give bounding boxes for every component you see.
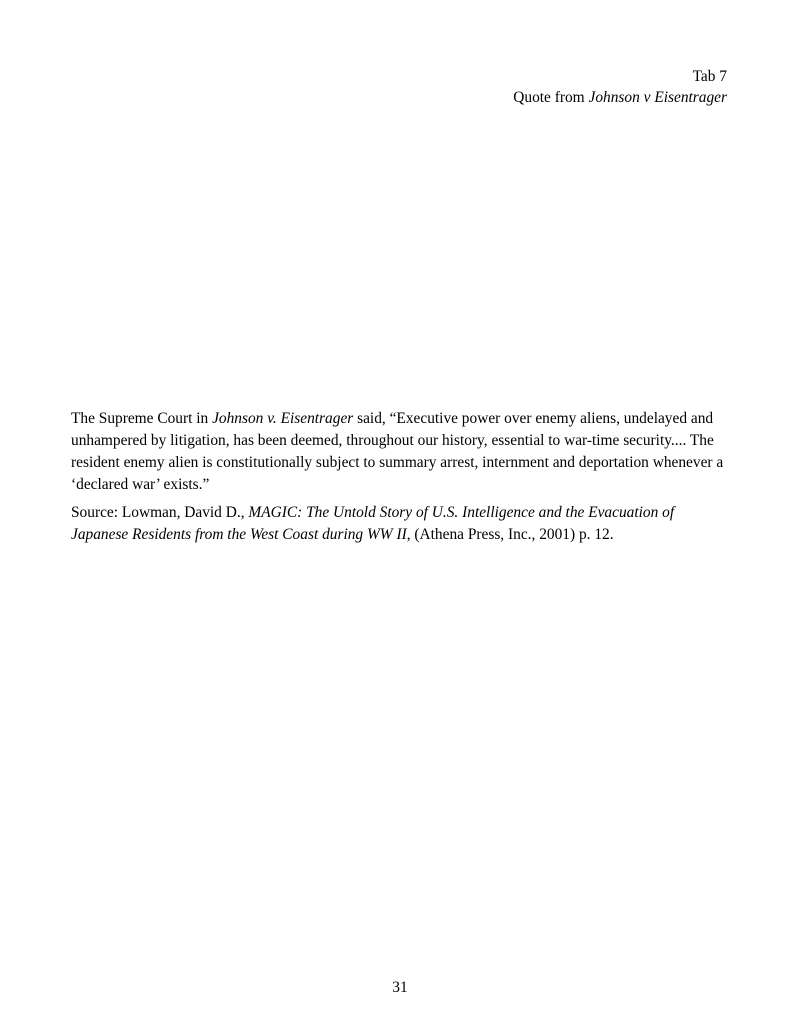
header-subtitle xyxy=(513,87,727,108)
page-number: 31 xyxy=(392,979,408,996)
source-prefix: Source: Lowman, David D., xyxy=(71,504,249,521)
page-header xyxy=(513,66,727,108)
tab-label: Tab 7 xyxy=(692,68,727,85)
quote-text: said, “Executive power over enemy aliens, undelayed and unhampered by litigation, has been deemed, throughout our history, essential to war-time security.... The resident enemy alien is constitutionally subject to summary arrest, internment and deportation whenever a ‘declared war’ exists.” xyxy=(71,410,724,493)
header-subtitle-prefix: Quote from xyxy=(513,89,589,106)
quote-paragraph xyxy=(71,408,731,496)
source-suffix: , (Athena Press, Inc., 2001) p. 12. xyxy=(406,526,614,543)
source-citation xyxy=(71,502,731,546)
quote-prefix: The Supreme Court in xyxy=(71,410,213,427)
header-case-name: Johnson v Eisentrager xyxy=(588,89,727,106)
quote-case-name: Johnson v. Eisentrager xyxy=(212,410,354,427)
source-title: MAGIC: The Untold Story of U.S. Intelligence and the Evacuation of Japanese Residents from the West Coast during WW II xyxy=(71,504,675,543)
